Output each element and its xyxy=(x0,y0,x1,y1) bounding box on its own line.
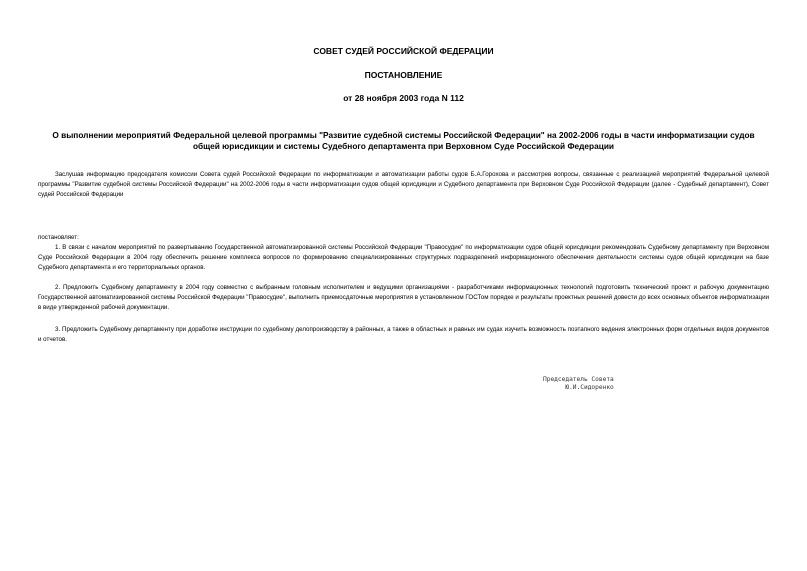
signature-block xyxy=(543,376,614,392)
signature-position: Председатель Совета xyxy=(543,376,614,383)
date-number-heading: от 28 ноября 2003 года N 112 xyxy=(343,93,464,103)
signature-name: Ю.И.Сидоренко xyxy=(565,384,614,391)
document-title: О выполнении мероприятий Федеральной целевой программы "Развитие судебной системы Российской Федерации" на 2002-2006 годы в части информатизации судов общей юрисдикции и системы Судебного департамента при Верховном Суде Российской Федерации xyxy=(52,130,755,151)
item-paragraph-2: 2. Предложить Судебному департаменту в 2004 году совместно с выбранным головным исполнителем и ведущими организациями - разработчиками информационных технологий подготовить технический проект и рабочую документацию Государственной автоматизированной системы Российской Федерации "Правосудие", выполнить приемосдаточные мероприятия в установленном ГОСТом порядке и результаты проектных решений довести до всех основных объектов информатизации в виде утвержденной рабочей документации. xyxy=(38,284,769,311)
item-paragraph-1: 1. В связи с началом мероприятий по развертыванию Государственной автоматизированной системы Российской Федерации "Правосудие" по информатизации судов общей юрисдикции рекомендовать Судебному департаменту при Верховном Суде Российской Федерации в 2004 году обеспечить решение комплекса вопросов по формированию специализированных структурных подразделений информационного обеспечения деятельности системы судов общей юрисдикции на базе Судебного департамента и его территориальных органов. xyxy=(38,244,769,271)
intro-paragraph: Заслушав информацию председателя комиссии Совета судей Российской Федерации по информатизации и автоматизации работы судов Б.А.Горохова и рассмотрев вопросы, связанные с реализацией мероприятий Федеральной целевой программы "Развитие судебной системы Российской Федерации" на 2002-2006 годы в части информатизации судов общей юрисдикции и Судебного департамента при Верховном Суде Российской Федерации (далее - Судебный департамент), Совет судей Российской Федерации xyxy=(38,171,769,198)
decree-word: постановляет: xyxy=(38,234,79,241)
item-paragraph-3: 3. Предложить Судебному департаменту при доработке инструкции по судебному делопроизводству в районных, а также в областных и равных им судах изучить возможность поэтапного ведения электронных форм отдельных видов документов и отчетов. xyxy=(38,326,769,343)
document-type-heading: ПОСТАНОВЛЕНИЕ xyxy=(364,70,443,80)
issuer-heading: СОВЕТ СУДЕЙ РОССИЙСКОЙ ФЕДЕРАЦИИ xyxy=(313,46,494,56)
